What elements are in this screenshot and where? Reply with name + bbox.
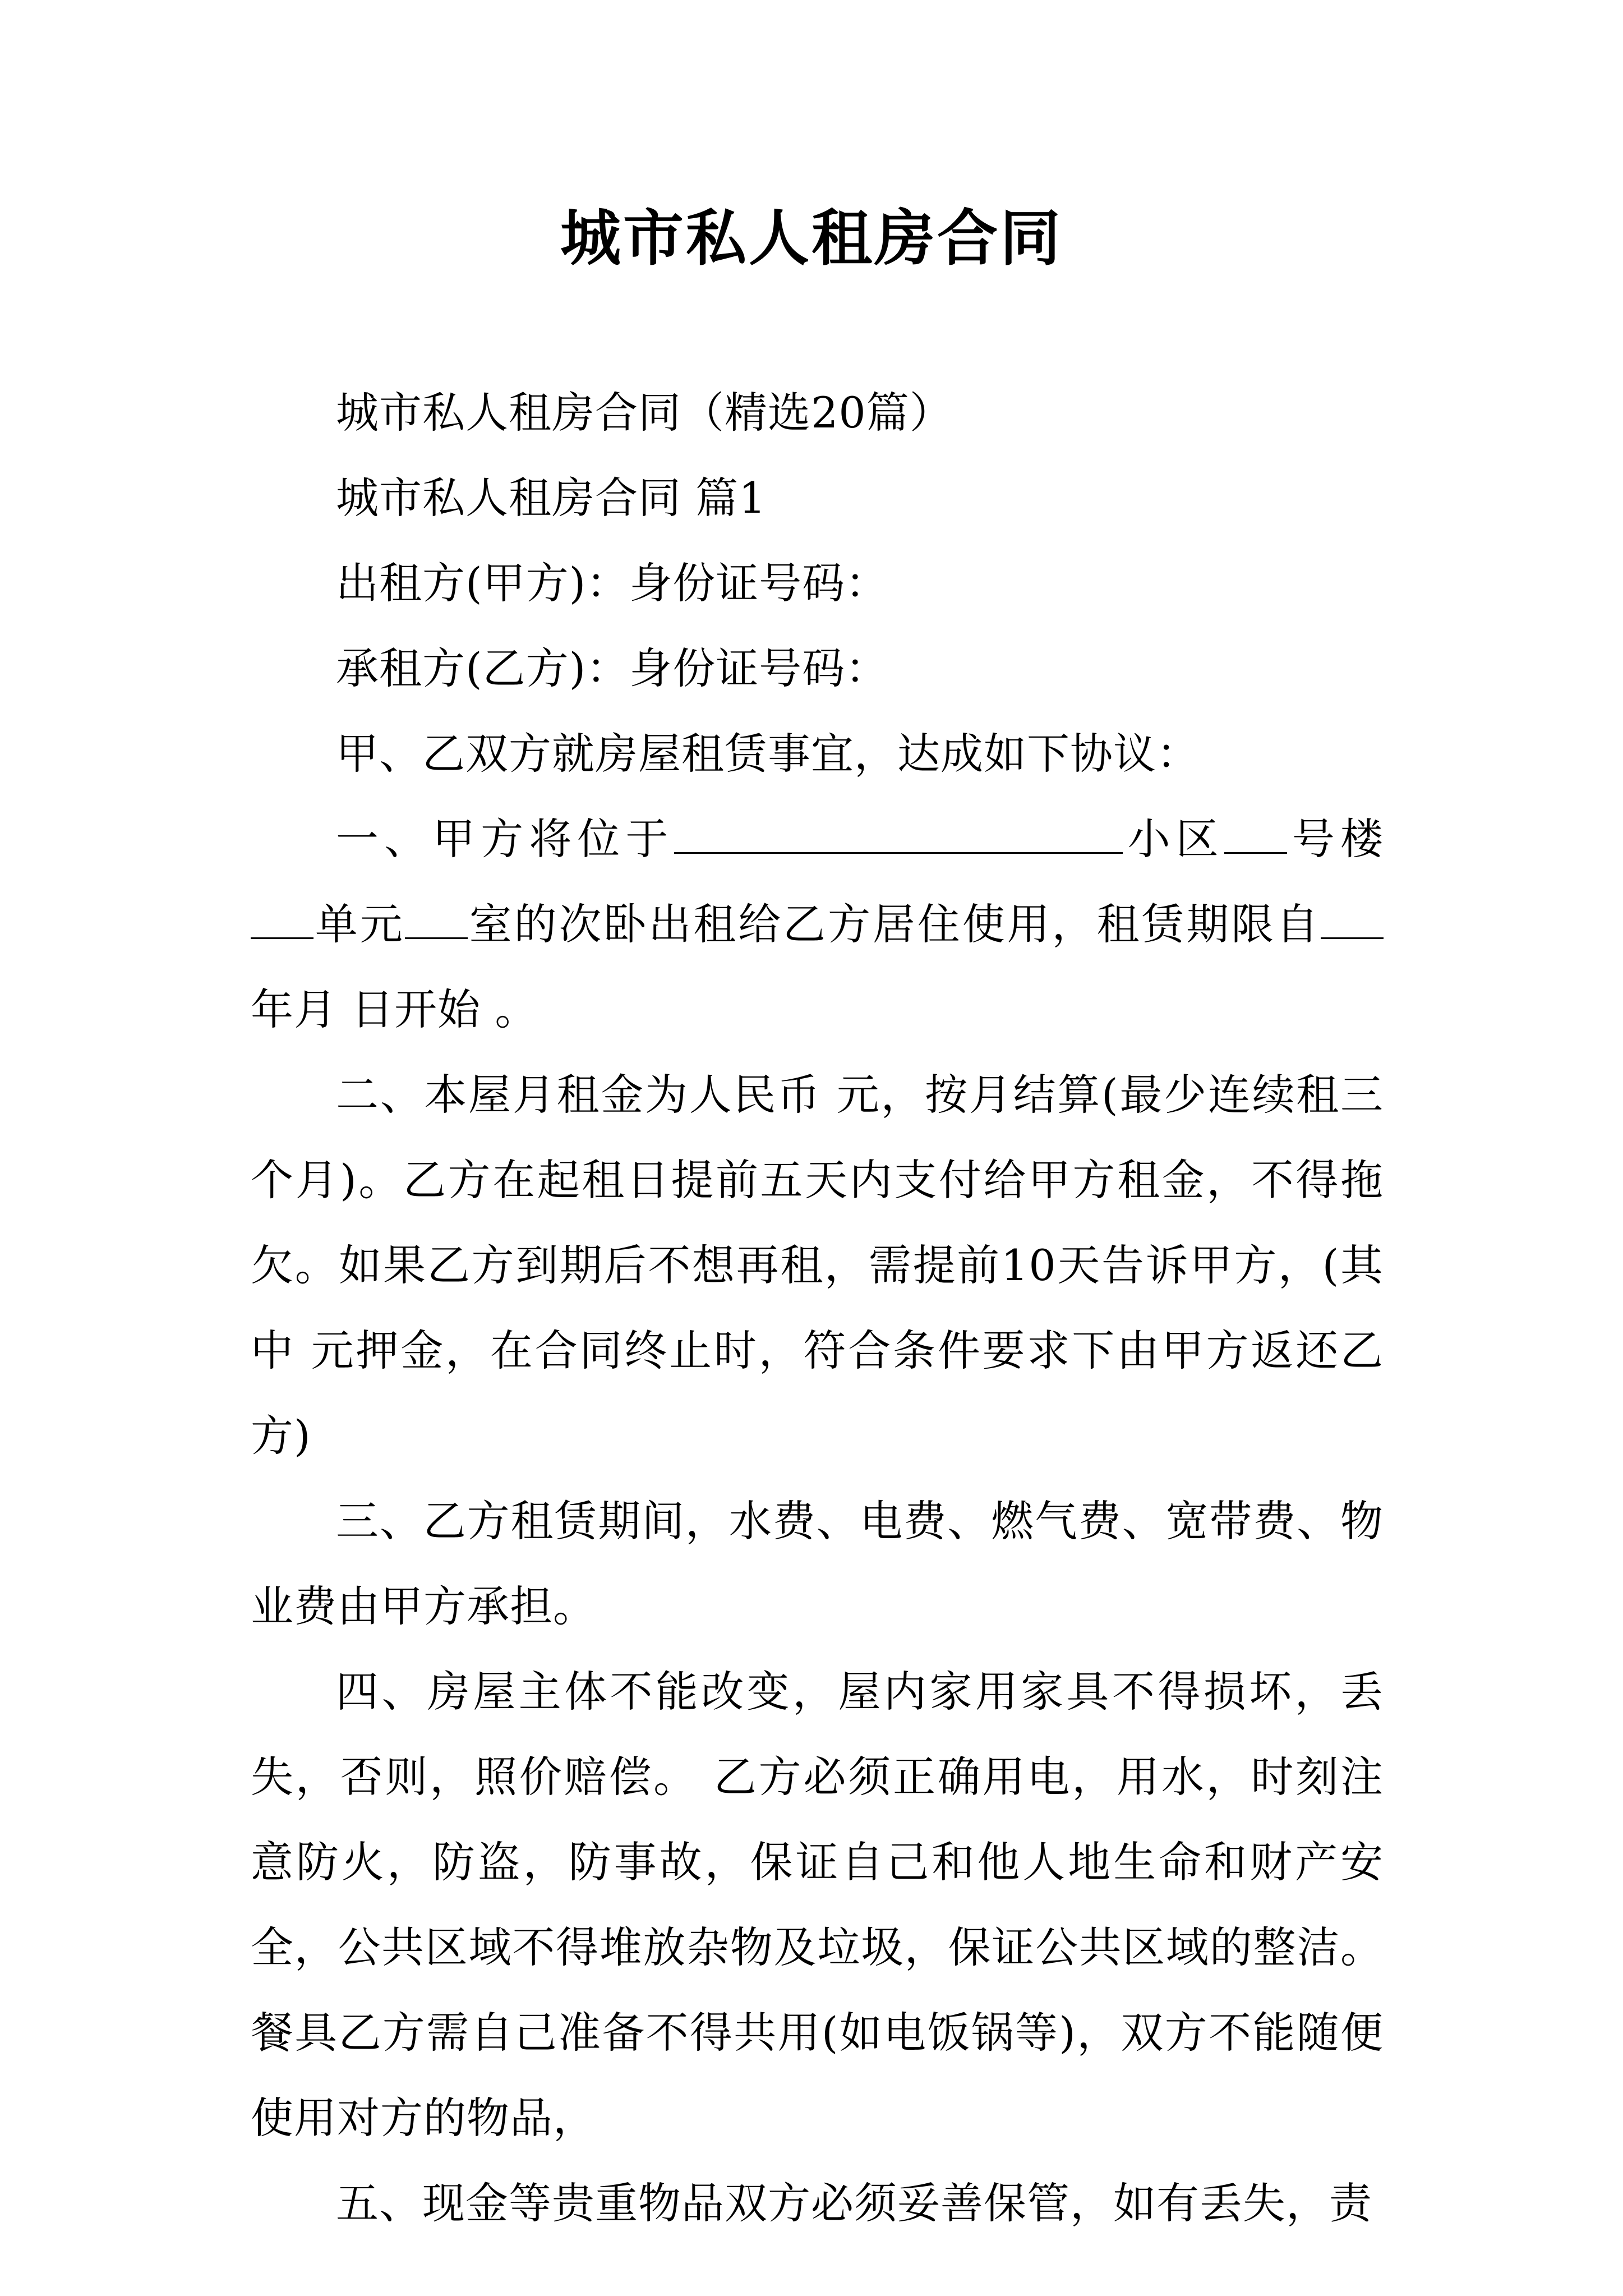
blank-unit — [251, 900, 313, 939]
section-heading: 城市私人租房合同 篇1 — [336, 473, 767, 523]
clause-1-text-a: 一、甲方将位于 — [336, 814, 674, 864]
clause-4: 四、房屋主体不能改变，屋内家用家具不得损坏，丢失，否则，照价赔偿。 乙方必须正确用电，用水，时刻注意防火，防盗，防事故，保证自己和他人地生命和财产安全，公共区域不得堆放杂物及垃圾，保证公共区域的整洁。餐具乙方需自己准备不得共用(如电饭锅等)，双方不能随便使用对方的物品， — [251, 1667, 1384, 2143]
lessor-line: 出租方(甲方)：身份证号码： — [336, 558, 889, 608]
clause-3: 三、乙方租赁期间，水费、电费、燃气费、宽带费、物业费由甲方承担。 — [251, 1496, 1384, 1631]
clause-1-text-e: 室的次卧出租给乙方居住使用，租赁期限自 — [467, 899, 1321, 949]
agreement-intro: 甲、乙双方就房屋租赁事宜，达成如下协议： — [336, 729, 1200, 779]
document-body — [251, 370, 1384, 2246]
clause-2: 二、本屋月租金为人民币 元，按月结算(最少连续租三个月)。乙方在起租日提前五天内支付给甲方租金，不得拖欠。如果乙方到期后不想再租，需提前10天告诉甲方，(其中 元押金，在合同终止时，符合条件要求下由甲方返还乙方) — [251, 1070, 1384, 1461]
clause-1-text-c: 号楼 — [1287, 814, 1384, 864]
document-title: 城市私人租房合同 — [560, 203, 1063, 274]
clause-1 — [251, 797, 1384, 1052]
clause-1-text-f: 年月 日开始 。 — [251, 984, 538, 1034]
lessee-line: 承租方(乙方)：身份证号码： — [336, 643, 889, 693]
clause-1-text-d: 单元 — [313, 899, 405, 949]
clause-1-text-b: 小区 — [1122, 814, 1224, 864]
blank-address — [674, 815, 1123, 854]
subtitle-line: 城市私人租房合同（精选20篇） — [336, 388, 953, 438]
blank-building — [1224, 815, 1287, 854]
clause-5: 五、现金等贵重物品双方必须妥善保管，如有丢失，责 — [336, 2178, 1372, 2228]
blank-room — [405, 900, 468, 939]
blank-year — [1321, 900, 1384, 939]
